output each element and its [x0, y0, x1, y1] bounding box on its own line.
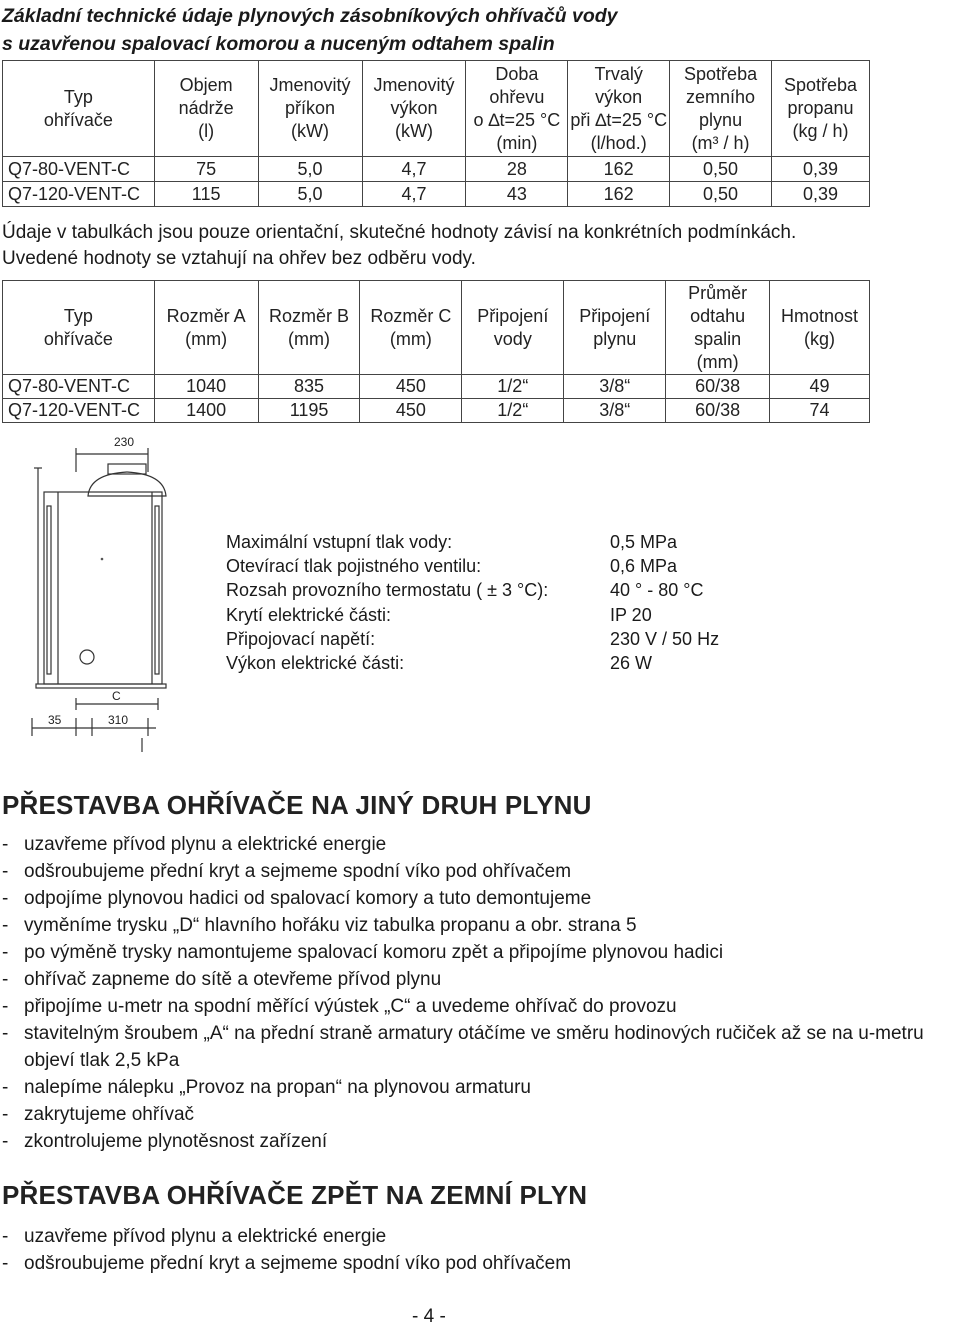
table-header-cell [154, 61, 258, 157]
spec-label: Otevírací tlak pojistného ventilu: [226, 556, 482, 577]
list-dash: - [2, 996, 9, 1017]
table-header-cell [154, 281, 258, 375]
header-line: vody [493, 328, 532, 349]
header-line: Jmenovitý [373, 75, 455, 95]
header-line: (m³ / h) [691, 132, 750, 153]
header-line: Hmotnost [781, 305, 859, 326]
list-dash: - [2, 1104, 9, 1125]
spec-label: Maximální vstupní tlak vody: [226, 532, 453, 552]
spec-row [226, 530, 678, 554]
spec-value: 40 ° - 80 °C [610, 580, 704, 601]
header-line: zemního [686, 86, 756, 107]
section-heading: PŘESTAVBA OHŘÍVAČE ZPĚT NA ZEMNÍ PLYN [2, 1180, 588, 1210]
header-line: Doba [495, 63, 539, 84]
table-header-row [3, 281, 870, 375]
note-text [2, 220, 796, 272]
list-item-text: stavitelným šroubem „A“ na přední straně armatury otáčíme ve směru hodinových ručiček až se na u-metru objeví tlak 2,5 kPa [24, 1023, 924, 1071]
table-cell: Q7-80-VENT-C [3, 157, 155, 182]
list-dash: - [2, 969, 9, 990]
header-line: Trvalý [594, 63, 643, 84]
table-cell: 60/38 [666, 375, 770, 399]
header-line: Rozměr A [166, 305, 246, 326]
table-cell: 1/2“ [462, 399, 564, 423]
header-line: příkon [285, 98, 336, 118]
table-cell: 75 [154, 157, 258, 182]
table-cell: 162 [568, 157, 670, 182]
header-line: (mm) [185, 328, 228, 349]
header-line: Připojení [477, 305, 549, 326]
spec-row [226, 603, 652, 627]
header-line: (l/hod.) [590, 132, 647, 153]
table-header-cell [3, 61, 155, 157]
table-cell: 162 [568, 182, 670, 207]
heater-drawing [30, 432, 175, 754]
table-header-cell [360, 281, 462, 375]
header-line: Připojení [579, 305, 651, 326]
table-header-cell [770, 281, 870, 375]
table-cell: Q7-120-VENT-C [3, 182, 155, 207]
table-cell: 74 [770, 399, 870, 423]
list-item [2, 1020, 952, 1074]
table-header-cell [258, 61, 362, 157]
header-line: (kW) [291, 121, 330, 141]
dimension-c-label: C [112, 689, 121, 703]
table-cell: Q7-80-VENT-C [3, 375, 155, 399]
list-item-text: uzavřeme přívod plynu a elektrické energie [24, 1226, 387, 1247]
title-line-1: Základní technické údaje plynových zásobníkových ohřívačů vody [2, 5, 618, 27]
heater-body [44, 492, 162, 684]
header-line: (mm) [389, 328, 432, 349]
table-cell: 450 [360, 375, 462, 399]
table-cell: 115 [154, 182, 258, 207]
table-cell: 0,39 [772, 182, 870, 207]
list-dash: - [2, 1253, 9, 1274]
list-item [2, 939, 952, 966]
table-cell: 4,7 [362, 157, 466, 182]
table-cell: 3/8“ [564, 375, 666, 399]
table-row [3, 399, 870, 423]
steps-list [2, 1223, 952, 1277]
table-cell: 0,50 [670, 157, 772, 182]
header-line: plynu [593, 328, 637, 349]
header-line: (kg / h) [792, 121, 849, 141]
table-row [3, 182, 870, 207]
list-item-text: odpojíme plynovou hadici od spalovací komory a tuto demontujeme [24, 888, 592, 909]
header-line: (kW) [394, 121, 433, 141]
header-line: ohřívače [43, 109, 113, 130]
list-item [2, 831, 952, 858]
header-line: Spotřeba [783, 75, 858, 95]
header-line: při ∆t=25 °C [570, 109, 668, 130]
table-header-cell [462, 281, 564, 375]
table-cell: 0,50 [670, 182, 772, 207]
header-line: propanu [787, 98, 854, 118]
list-dash: - [2, 915, 9, 936]
table-cell: Q7-120-VENT-C [3, 399, 155, 423]
list-dash: - [2, 1023, 9, 1044]
header-line: odtahu [690, 305, 746, 326]
specifications-list [226, 530, 720, 675]
list-item-text: nalepíme nálepku „Provoz na propan“ na plynovou armaturu [24, 1077, 531, 1098]
steps-list [2, 831, 952, 1155]
spec-label: Výkon elektrické části: [226, 652, 405, 673]
note-line-2: Uvedené hodnoty se vztahují na ohřev bez odběru vody. [2, 248, 476, 269]
section-conversion-back [2, 1180, 952, 1277]
dimensions-table [2, 280, 870, 423]
list-item [2, 993, 952, 1020]
spec-value: 0,6 MPa [610, 556, 678, 577]
header-line: nádrže [178, 98, 234, 118]
header-line: (mm) [696, 351, 739, 372]
header-line: (l) [198, 121, 215, 141]
section-conversion [2, 790, 952, 1155]
header-line: Spotřeba [684, 63, 758, 84]
list-item-text: zkontrolujeme plynotěsnost zařízení [24, 1131, 328, 1152]
table-cell: 1040 [154, 375, 258, 399]
spec-label: Připojovací napětí: [226, 628, 376, 649]
list-dash: - [2, 1077, 9, 1098]
spec-value: 26 W [610, 652, 653, 673]
technical-data-table [2, 60, 870, 207]
dimension-230-label: 230 [114, 435, 135, 449]
header-line: Jmenovitý [269, 75, 351, 95]
header-line: plynu [699, 109, 743, 130]
header-line: (min) [496, 132, 538, 153]
table-header-cell [258, 281, 360, 375]
table-cell: 1/2“ [462, 375, 564, 399]
list-item-text: vyměníme trysku „D“ hlavního hořáku viz tabulka propanu a obr. strana 5 [24, 915, 637, 936]
list-item-text: uzavřeme přívod plynu a elektrické energie [24, 834, 387, 855]
table-cell: 1400 [154, 399, 258, 423]
header-line: Objem [179, 75, 233, 95]
table-cell: 43 [466, 182, 568, 207]
table-cell: 835 [258, 375, 360, 399]
spec-label: Rozsah provozního termostatu ( ± 3 °C): [226, 580, 549, 601]
table-cell: 49 [770, 375, 870, 399]
list-item [2, 1101, 952, 1128]
spec-value: 0,5 MPa [610, 532, 678, 552]
list-item-text: připojíme u-metr na spodní měřící výústek „C“ a uvedeme ohřívač do provozu [24, 996, 677, 1017]
table-header-cell [666, 281, 770, 375]
header-line: Typ [63, 305, 93, 326]
document-title [2, 2, 618, 58]
list-item-text: odšroubujeme přední kryt a sejmeme spodní víko pod ohřívačem [24, 861, 572, 882]
table-cell: 4,7 [362, 182, 466, 207]
table-row [3, 375, 870, 399]
list-item [2, 885, 952, 912]
spec-value: 230 V / 50 Hz [610, 628, 720, 649]
table-cell: 450 [360, 399, 462, 423]
header-line: ohřívače [43, 328, 113, 349]
list-item [2, 858, 952, 885]
table-header-cell [772, 61, 870, 157]
list-dash: - [2, 861, 9, 882]
table-header-cell [466, 61, 568, 157]
title-line-2: s uzavřenou spalovací komorou a nuceným odtahem spalin [2, 33, 555, 55]
list-dash: - [2, 888, 9, 909]
header-line: výkon [390, 98, 438, 118]
spec-value: IP 20 [610, 604, 652, 625]
list-dash: - [2, 942, 9, 963]
table-header-row [3, 61, 870, 157]
dimension-35-label: 35 [48, 713, 62, 727]
spec-row [226, 627, 720, 651]
list-item-text: po výměně trysky namontujeme spalovací komoru zpět a připojíme plynovou hadici [24, 942, 724, 963]
header-line: spalin [694, 328, 742, 349]
spec-row [226, 554, 678, 578]
header-line: Rozměr C [370, 305, 452, 326]
header-line: výkon [595, 86, 643, 107]
dimension-310-label: 310 [108, 713, 129, 727]
table-header-cell [670, 61, 772, 157]
header-line: Rozměr B [269, 305, 350, 326]
list-item-text: odšroubujeme přední kryt a sejmeme spodní víko pod ohřívačem [24, 1253, 572, 1274]
spec-row [226, 578, 704, 602]
table-cell: 60/38 [666, 399, 770, 423]
table-header-cell [568, 61, 670, 157]
list-dash: - [2, 834, 9, 855]
header-line: o ∆t=25 °C [473, 109, 561, 130]
header-line: Typ [63, 86, 93, 107]
table-header-cell [362, 61, 466, 157]
list-item [2, 912, 952, 939]
page-number: - 4 - [412, 1306, 446, 1327]
table-row [3, 157, 870, 182]
table-header-cell [564, 281, 666, 375]
header-line: ohřevu [489, 86, 545, 107]
header-line: Průměr [688, 282, 748, 303]
table-cell: 3/8“ [564, 399, 666, 423]
list-item [2, 1250, 952, 1277]
table-cell: 5,0 [258, 157, 362, 182]
list-item [2, 1128, 952, 1155]
list-item [2, 966, 952, 993]
list-dash: - [2, 1131, 9, 1152]
list-dash: - [2, 1226, 9, 1247]
note-line-1: Údaje v tabulkách jsou pouze orientační, skutečné hodnoty závisí na konkrétních podmínkách. [2, 222, 797, 243]
spec-row [226, 651, 653, 675]
table-header-cell [3, 281, 155, 375]
list-item [2, 1074, 952, 1101]
thermostat-knob [80, 650, 94, 664]
table-cell: 0,39 [772, 157, 870, 182]
section-heading: PŘESTAVBA OHŘÍVAČE NA JINÝ DRUH PLYNU [2, 790, 592, 820]
list-item-text: ohřívač zapneme do sítě a otevřeme přívod plynu [24, 969, 442, 990]
list-item-text: zakrytujeme ohřívač [24, 1104, 195, 1125]
header-line: (mm) [288, 328, 331, 349]
table-cell: 5,0 [258, 182, 362, 207]
table-cell: 1195 [258, 399, 360, 423]
spec-label: Krytí elektrické části: [226, 604, 392, 625]
header-line: (kg) [804, 328, 836, 349]
table-cell: 28 [466, 157, 568, 182]
list-item [2, 1223, 952, 1250]
